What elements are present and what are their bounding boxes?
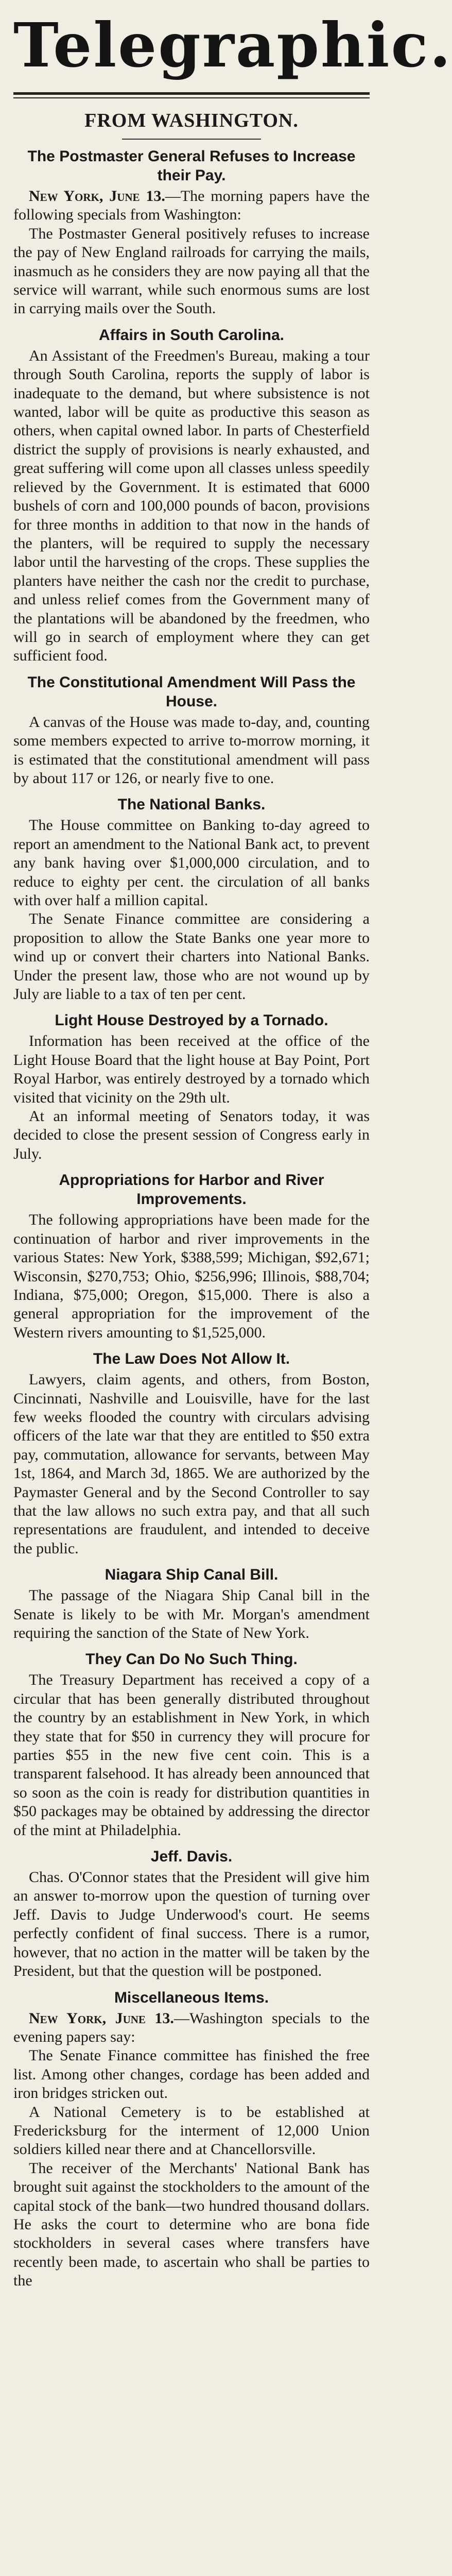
paragraph-text: The Treasury Department has received a copy of a circular that has been generally distributed throughout the country by an establishment in New York, in which they state that for $50 in currency they will procure for parties $55 in the new five cent coin. This is a transparent falsehood. It has already been announced that so soon as the coin is ready for distribution quantities in $50 packages may be obtained by addressing the director of the mint at Philadelphia. bbox=[13, 1671, 370, 1839]
paragraph-text: The Postmaster General positively refuses to increase the pay of New England railroads for carrying the mails, inasmuch as he considers they are now paying all that the service will warrant, while such enormous sums are lost in carrying mails over the South. bbox=[13, 225, 370, 317]
article bbox=[13, 795, 370, 1004]
paragraph-text: —Washington specials to the evening papers say: bbox=[13, 2009, 370, 2045]
article-headline: Jeff. Davis. bbox=[150, 1848, 233, 1866]
article-paragraph bbox=[13, 2046, 370, 2103]
paragraph-text: The Senate Finance committee has finished the free list. Among other changes, cordage has been added and iron bridges stricken out. bbox=[13, 2047, 370, 2102]
paragraph-text: —The morning papers have the following specials from Washington: bbox=[13, 188, 370, 224]
paragraph-text: Chas. O'Connor states that the President will give him an answer to-morrow upon the question of turning over Jeff. Davis to Judge Underwood's court. He seems perfectly confident of final success. There is a rumor, however, that no action in the matter will be taken by the President, but that the question will be postponed. bbox=[13, 1869, 370, 1980]
article-headline: They Can Do No Such Thing. bbox=[85, 1651, 298, 1668]
article-paragraph bbox=[13, 2159, 370, 2291]
article-paragraph bbox=[13, 910, 370, 1004]
article-paragraph bbox=[13, 1868, 370, 1980]
article-headline: Appropriations for Harbor and River Improvements. bbox=[59, 1172, 324, 1208]
article bbox=[13, 1650, 370, 1840]
article-paragraph bbox=[13, 347, 370, 666]
article bbox=[13, 326, 370, 666]
section-title: FROM WASHINGTON. bbox=[84, 110, 299, 131]
article bbox=[13, 1565, 370, 1642]
article-headline: The Constitutional Amendment Will Pass the House. bbox=[27, 673, 356, 710]
article-paragraph bbox=[13, 2009, 370, 2047]
paragraph-text: An Assistant of the Freedmen's Bureau, making a tour through South Carolina, reports the supply of labor is inadequate to the demand, but where subsistence is not wanted, labor will be quite as productive this season as others, when capital owned labor. In parts of Chesterfield district the supply of provisions is nearly exhausted, and great suffering will come upon all classes unless speedily relieved by the Government. It is estimated that 6000 bushels of corn and 100,000 pounds of bacon, provisions for three months in addition to that now in the hands of the planters, will be required to supply the necessary labor until the harvesting of the crops. These supplies the planters have neither the cash nor the credit to purchase, and unless relief comes from the Government many of the plantations will be abandoned by the freedmen, who will go in search of employment where they can get sufficient food. bbox=[13, 347, 370, 665]
paragraph-text: A canvas of the House was made to-day, and, counting some members expected to arrive to-morrow morning, it is estimated that the constitutional amendment will pass by about 117 or 126, or nearly five to one. bbox=[13, 713, 370, 787]
paragraph-text: The following appropriations have been made for the continuation of harbor and river improvements in the various States: New York, $388,599; Michigan, $92,671; Wisconsin, $270,753; Ohio, $256,996; Illinois, $88,704; Indiana, $75,000; Oregon, $15,000. There is also a general appropriation for the improvement of the Western rivers amounting to $1,525,000. bbox=[13, 1211, 370, 1341]
article bbox=[13, 1171, 370, 1342]
masthead-rule-thin bbox=[13, 97, 370, 98]
article-paragraph bbox=[13, 1032, 370, 1107]
article-headline: The National Banks. bbox=[117, 796, 266, 814]
article-headline: Affairs in South Carolina. bbox=[98, 326, 285, 344]
paragraph-text: Lawyers, claim agents, and others, from Boston, Cincinnati, Nashville and Louisville, have for the last few weeks flooded the country with circulars advising officers of the late war that they are entitled to $50 extra pay, commutation, allowance for servants, between May 1st, 1864, and March 3d, 1865. We are authorized by the Paymaster General and by the Second Controller to say that the law allows no such extra pay, and that all such representations are fraudulent, and intended to deceive the public. bbox=[13, 1371, 370, 1557]
article bbox=[13, 147, 370, 318]
paragraph-text: The passage of the Niagara Ship Canal bill in the Senate is likely to be with Mr. Morgan's amendment requiring the sanction of the State of New York. bbox=[13, 1587, 370, 1641]
dateline: New York, June 13. bbox=[29, 188, 165, 205]
paragraph-text: At an informal meeting of Senators today, it was decided to close the present session of Congress early in July. bbox=[13, 1108, 370, 1162]
article-paragraph bbox=[13, 1586, 370, 1642]
article-paragraph bbox=[13, 1671, 370, 1840]
article-paragraph bbox=[13, 187, 370, 225]
article-paragraph bbox=[13, 2103, 370, 2159]
article bbox=[13, 1988, 370, 2291]
article-paragraph bbox=[13, 1107, 370, 1163]
article-paragraph bbox=[13, 1370, 370, 1558]
paragraph-text: The receiver of the Merchants' National Bank has brought suit against the stockholders to the amount of the capital stock of the bank—two hundred thousand dollars. He asks the court to determine who are bona fide stockholders in several cases where transfers have recently been made, to ascertain who shall be parties to the bbox=[13, 2159, 370, 2290]
article bbox=[13, 673, 370, 788]
masthead-title: Telegraphic. bbox=[13, 9, 452, 81]
section-rule bbox=[122, 139, 261, 140]
article bbox=[13, 1011, 370, 1163]
dateline: New York, June 13. bbox=[29, 2009, 174, 2027]
article-paragraph bbox=[13, 1211, 370, 1342]
articles-column bbox=[13, 147, 370, 2291]
paragraph-text: The Senate Finance committee are considering a proposition to allow the State Banks one year more to wind up or convert their charters into National Banks. Under the present law, those who are not wound up by July are liable to a tax of ten per cent. bbox=[13, 910, 370, 1003]
article bbox=[13, 1349, 370, 1558]
article-headline: The Law Does Not Allow It. bbox=[93, 1350, 290, 1368]
article-paragraph bbox=[13, 713, 370, 788]
article-headline: Light House Destroyed by a Tornado. bbox=[55, 1012, 328, 1029]
paragraph-text: Information has been received at the office of the Light House Board that the light house at Bay Point, Port Royal Harbor, was entirely destroyed by a tornado which visited that vicinity on the 29th ult. bbox=[13, 1032, 370, 1106]
paragraph-text: A National Cemetery is to be established at Fredericksburg for the interment of 12,000 Union soldiers killed near there and at Chancellorsville. bbox=[13, 2103, 370, 2158]
masthead-rule-thick bbox=[13, 92, 370, 95]
article-paragraph bbox=[13, 225, 370, 318]
paragraph-text: The House committee on Banking to-day agreed to report an amendment to the National Bank act, to prevent any bank having over $1,000,000 circulation, and to reduce to eighty per cent. the circulation of all banks with over half a million capital. bbox=[13, 817, 370, 909]
article-headline: Miscellaneous Items. bbox=[114, 1989, 269, 2006]
article-paragraph bbox=[13, 816, 370, 910]
article-headline: Niagara Ship Canal Bill. bbox=[105, 1566, 279, 1584]
article-headline: The Postmaster General Refuses to Increase their Pay. bbox=[27, 148, 356, 184]
article bbox=[13, 1847, 370, 1980]
